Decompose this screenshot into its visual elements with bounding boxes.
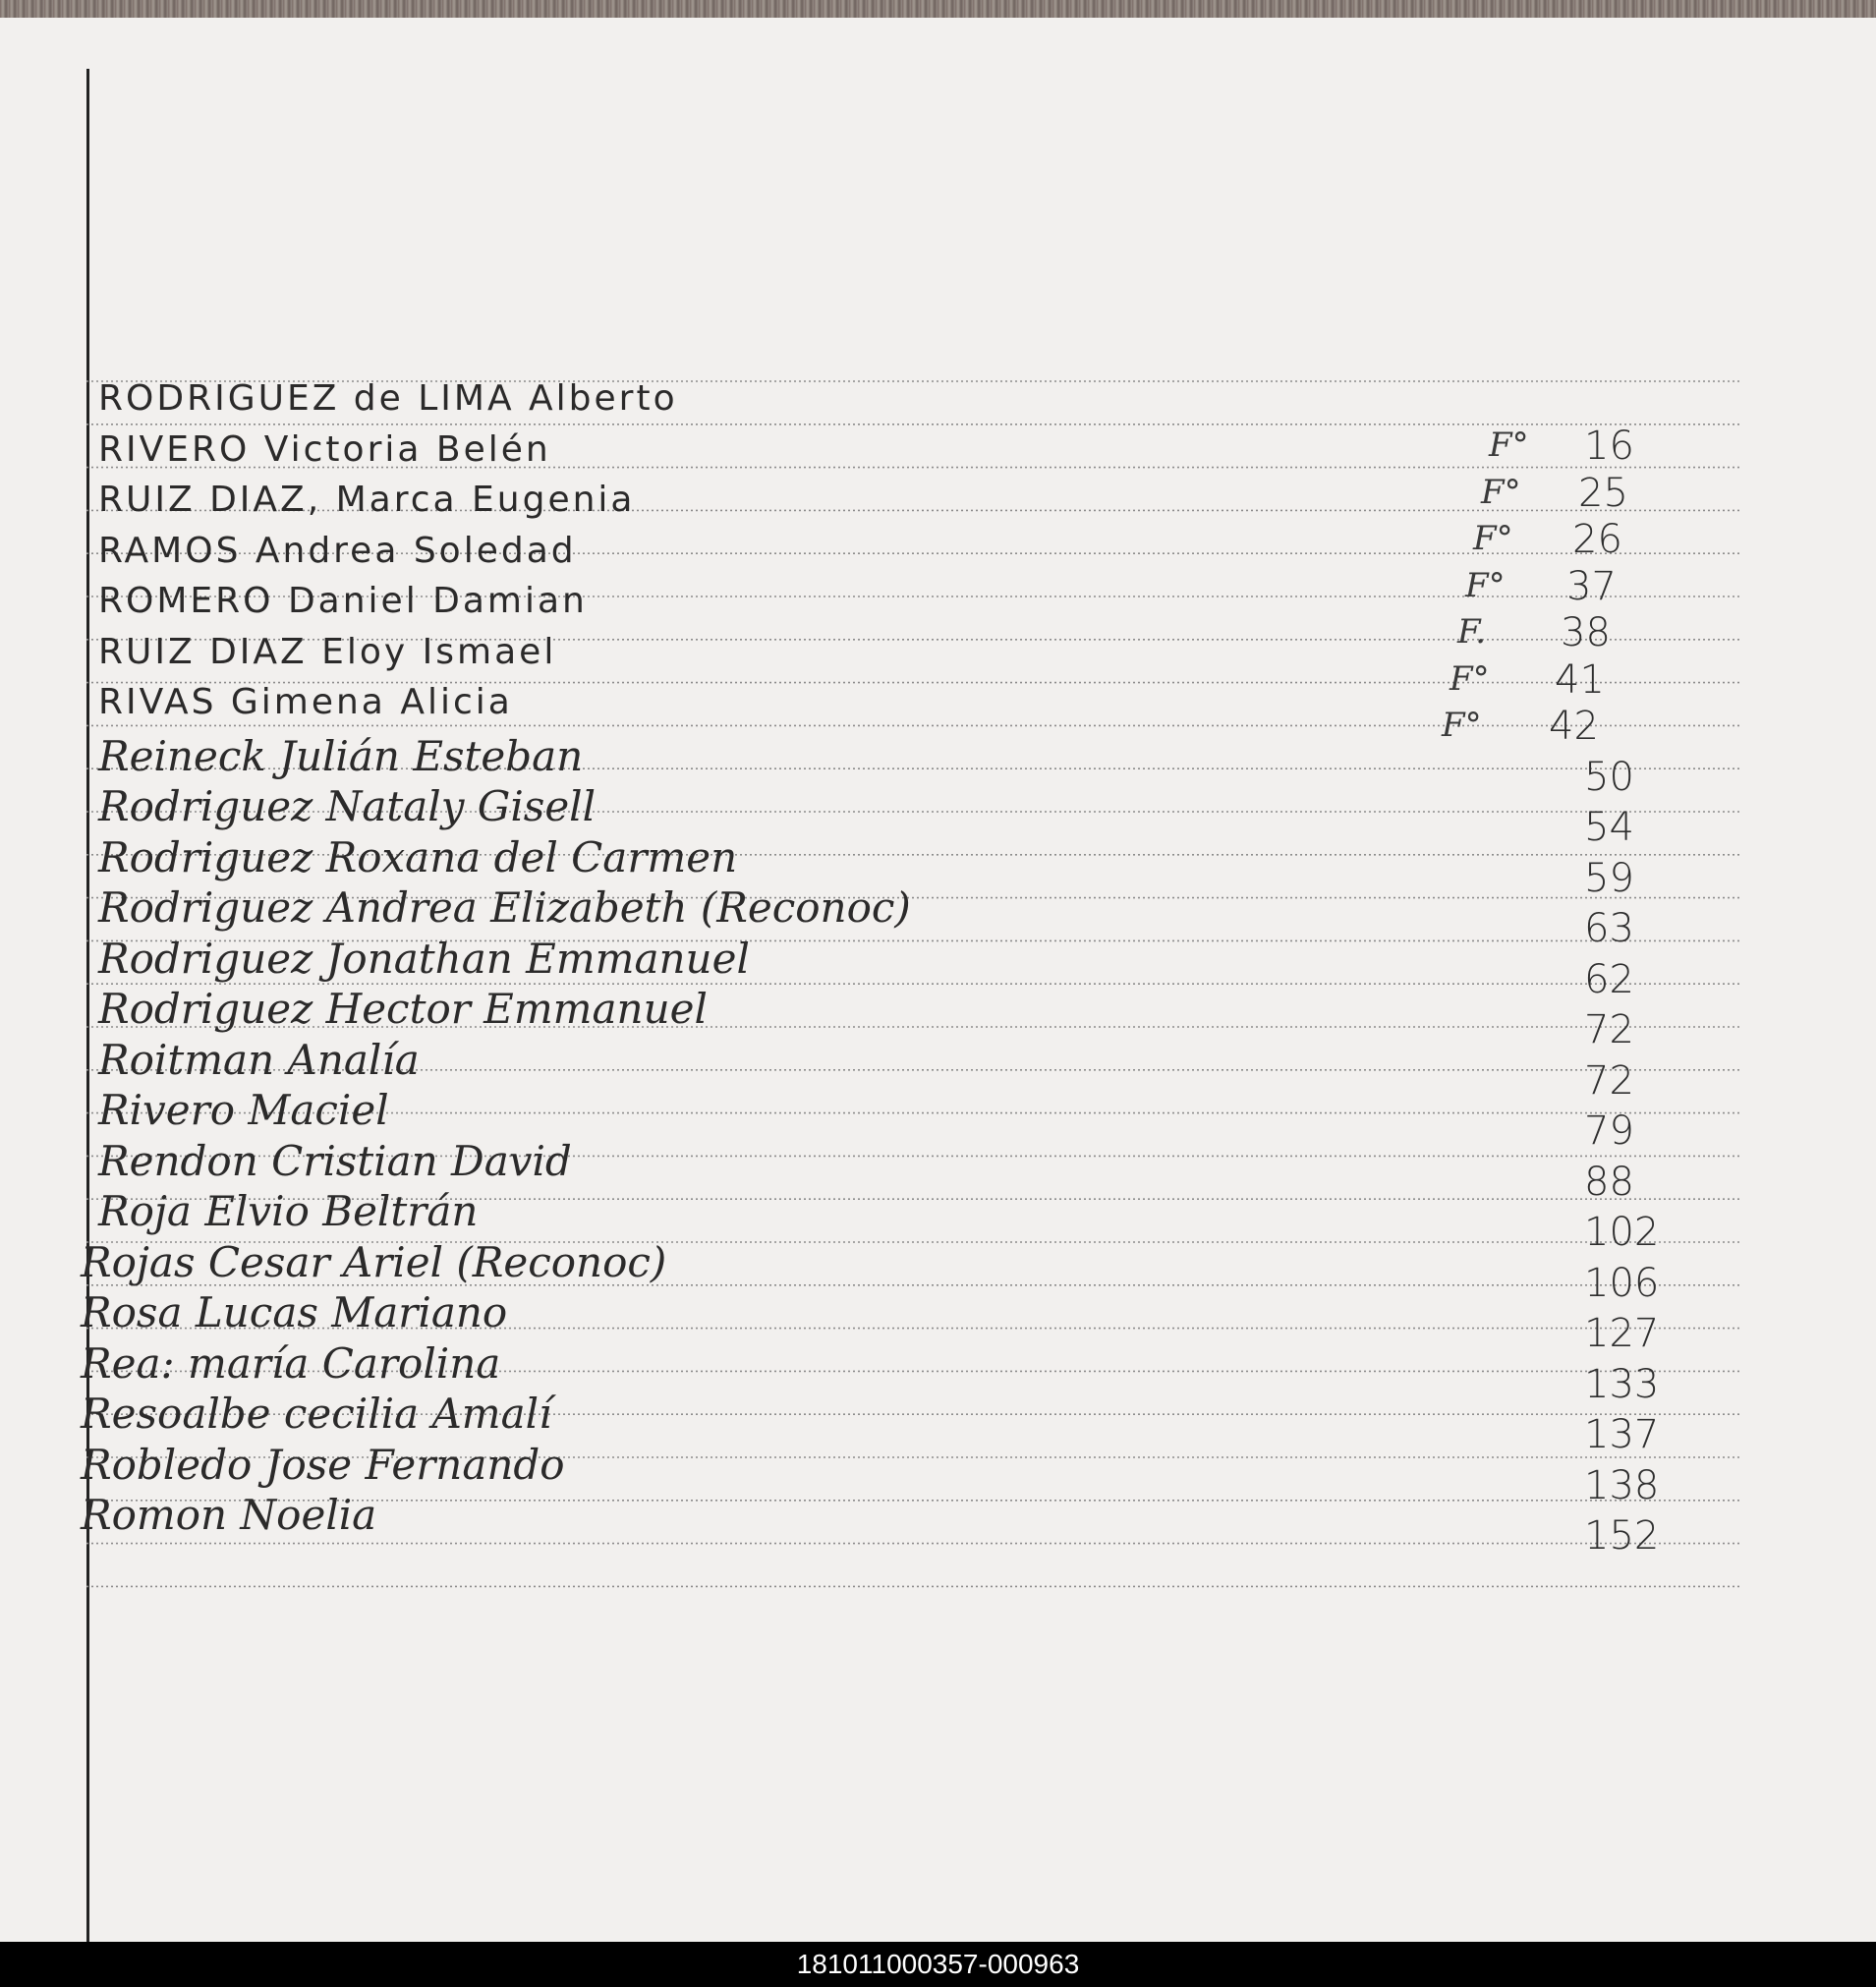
folio-label: F. (1457, 612, 1487, 652)
folio-number: 152 (1584, 1513, 1660, 1559)
folio-label: F° (1442, 706, 1482, 745)
folio-number: 138 (1584, 1462, 1660, 1508)
folio-number: 42 (1549, 704, 1599, 749)
folio-number: 59 (1584, 855, 1634, 901)
folio-number: 127 (1584, 1311, 1660, 1356)
entry-name: Rodriguez Andrea Elizabeth (Reconoc) (98, 883, 911, 932)
entry-name: Robledo Jose Fernando (81, 1440, 565, 1489)
entry-name: Rea: maría Carolina (81, 1338, 501, 1388)
entry-name: Romon Noelia (81, 1491, 377, 1539)
folio-number: 62 (1584, 956, 1634, 1002)
folio-number: 79 (1584, 1108, 1634, 1154)
entry-name: Rojas Cesar Ariel (Reconoc) (81, 1237, 667, 1286)
entry-name: RIVAS Gimena Alicia (98, 682, 513, 722)
entry-name: Rivero Maciel (98, 1086, 389, 1134)
entry-name: Rodriguez Nataly Gisell (98, 782, 597, 830)
document-id: 181011000357-000963 (796, 1949, 1080, 1979)
folio-number: 63 (1584, 906, 1634, 951)
entry-name: Rodriguez Roxana del Carmen (98, 832, 738, 881)
entry-name: ROMERO Daniel Damian (98, 581, 588, 621)
entry-name: Rosa Lucas Mariano (81, 1288, 508, 1336)
folio-label: F° (1450, 658, 1490, 699)
entry-name: Roja Elvio Beltrán (98, 1187, 479, 1235)
folio-number: 50 (1584, 754, 1634, 800)
folio-label: F° (1481, 472, 1521, 512)
folio-number: 106 (1584, 1260, 1660, 1306)
entry-name: Rodriguez Jonathan Emmanuel (98, 934, 750, 983)
folio-number: 26 (1572, 517, 1622, 562)
folio-number: 137 (1584, 1412, 1660, 1457)
index-entries (0, 18, 1876, 1959)
folio-number: 16 (1584, 424, 1634, 469)
folio-number: 54 (1584, 805, 1634, 850)
entry-name: Reineck Julián Esteban (98, 731, 584, 780)
entry-name: Rendon Cristian David (98, 1136, 572, 1185)
folio-number: 37 (1566, 563, 1617, 609)
folio-number: 133 (1584, 1361, 1660, 1407)
entry-name: Rodriguez Hector Emmanuel (98, 985, 708, 1033)
folio-number: 72 (1584, 1007, 1634, 1052)
footer-bar (0, 1942, 1876, 1987)
ledger-page (0, 18, 1876, 1942)
folio-number: 38 (1561, 610, 1611, 655)
entry-name: RIVERO Victoria Belén (98, 428, 551, 470)
entry-name: RUIZ DIAZ Eloy Ismael (98, 631, 557, 672)
entry-name: RUIZ DIAZ, Marca Eugenia (98, 480, 636, 520)
folio-number: 41 (1555, 656, 1605, 703)
folio-number: 88 (1584, 1159, 1634, 1205)
folio-number: 102 (1584, 1210, 1660, 1255)
folio-number: 72 (1584, 1057, 1634, 1104)
entry-name: Resoalbe cecilia Amalí (81, 1390, 552, 1438)
folio-label: F° (1465, 565, 1506, 605)
entry-name: RODRIGUEZ de LIMA Alberto (98, 378, 678, 419)
folio-label: F° (1489, 426, 1529, 465)
folio-number: 25 (1578, 470, 1628, 516)
entry-name: Roitman Analía (98, 1035, 420, 1084)
entry-name: RAMOS Andrea Soledad (98, 530, 577, 571)
folio-label: F° (1473, 519, 1513, 558)
